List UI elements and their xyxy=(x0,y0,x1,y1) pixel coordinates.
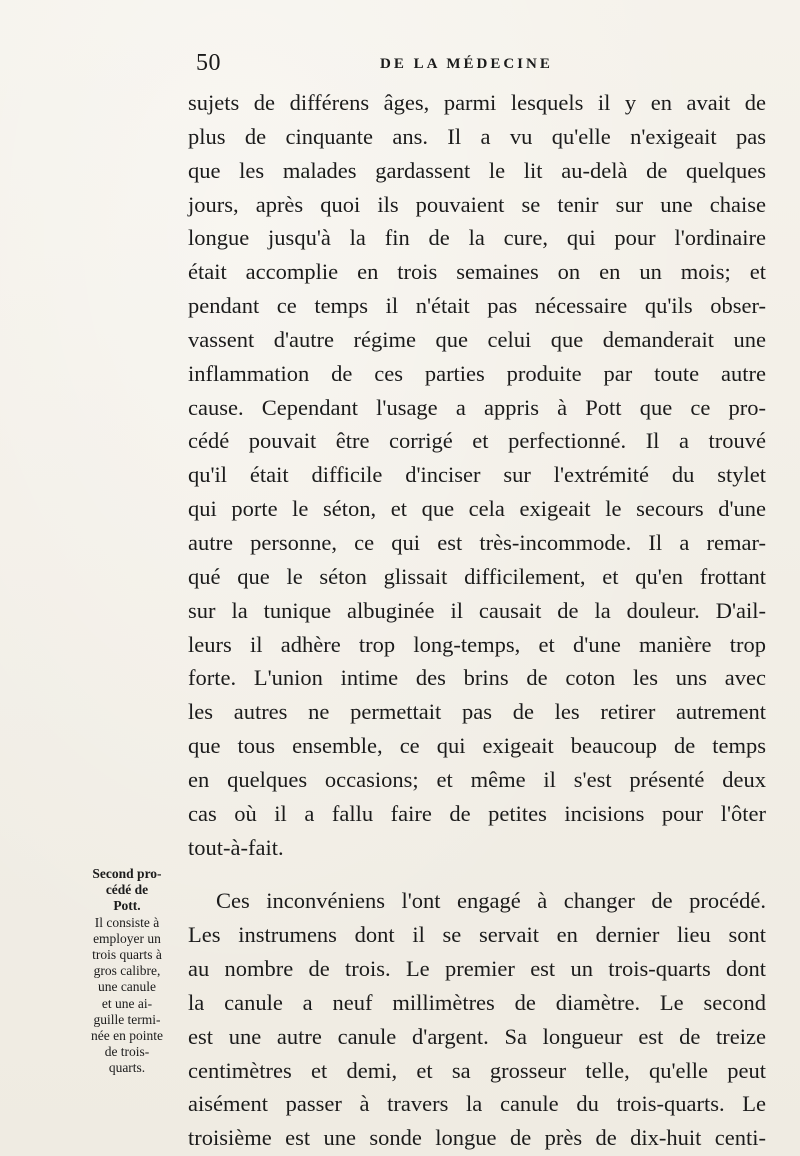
text-line: vassent d'autre régime que celui que demanderait une xyxy=(188,326,766,352)
margin-note-line: de trois- xyxy=(104,1044,150,1060)
text-line: troisième est une sonde longue de près de dix-huit centi- xyxy=(188,1125,766,1151)
page-header xyxy=(0,50,800,82)
text-line: au nombre de trois. Le premier est un trois-quarts dont xyxy=(188,956,766,982)
text-line: les autres ne permettait pas de les retirer autrement xyxy=(188,699,766,725)
text-line: sujets de différens âges, parmi lesquels il y en avait de xyxy=(188,90,766,115)
text-line: pendant ce temps il n'était pas nécessaire qu'ils obser- xyxy=(188,293,766,319)
margin-note-line: guille termi- xyxy=(93,1011,161,1027)
text-line: était accomplie en trois semaines on en un mois; et xyxy=(188,259,766,285)
text-line: cas où il a fallu faire de petites incisions pour l'ôter xyxy=(188,800,766,826)
margin-note-line: gros calibre, xyxy=(93,963,161,979)
margin-note-title: cédé de xyxy=(105,882,149,898)
text-line: sur la tunique albuginée il causait de la douleur. D'ail- xyxy=(188,597,766,623)
text-line: est une autre canule d'argent. Sa longueur est de treize xyxy=(188,1023,766,1049)
text-line: plus de cinquante ans. Il a vu qu'elle n'exigeait pas xyxy=(188,123,766,149)
margin-note-line: une canule xyxy=(97,979,157,995)
text-line: longue jusqu'à la fin de la cure, qui pour l'ordinaire xyxy=(188,225,766,251)
text-line: en quelques occasions; et même il s'est présenté deux xyxy=(188,766,766,792)
text-line: cause. Cependant l'usage a appris à Pott que ce pro- xyxy=(188,394,766,420)
text-line: centimètres et demi, et sa grosseur telle, qu'elle peut xyxy=(188,1057,766,1083)
text-line: qu'il était difficile d'inciser sur l'extrémité du stylet xyxy=(188,462,766,488)
margin-note-line: Il consiste à xyxy=(94,914,160,930)
text-line: aisément passer à travers la canule du trois-quarts. Le xyxy=(188,1091,766,1117)
running-head: DE LA MÉDECINE xyxy=(380,56,553,72)
text-line: autre personne, ce qui est très-incommode. Il a remar- xyxy=(188,529,766,555)
text-line: jours, après quoi ils pouvaient se tenir sur une chaise xyxy=(188,191,766,217)
margin-note-line: trois quarts à xyxy=(92,947,162,963)
margin-note-title: Second pro- xyxy=(92,866,162,881)
margin-note-line: employer un xyxy=(93,930,161,946)
margin-note xyxy=(74,866,180,1077)
margin-note-line: et une ai- xyxy=(101,995,153,1011)
text-line: que les malades gardassent le lit au-delà de quelques xyxy=(188,157,766,183)
text-line: cédé pouvait être corrigé et perfectionné. Il a trouvé xyxy=(188,428,766,454)
text-line: qué que le séton glissait difficilement, et qu'en frottant xyxy=(188,563,766,589)
paragraph-start-line: Ces inconvéniens l'ont engagé à changer de procédé. xyxy=(216,888,766,914)
text-line: que tous ensemble, ce qui exigeait beaucoup de temps xyxy=(188,733,766,759)
text-line: forte. L'union intime des brins de coton les uns avec xyxy=(188,665,766,691)
margin-note-line: née en pointe xyxy=(91,1028,163,1044)
text-line: leurs il adhère trop long-temps, et d'une manière trop xyxy=(188,631,766,657)
paragraph-end-line: tout-à-fait. xyxy=(188,834,284,860)
paragraph-gap xyxy=(188,864,766,884)
text-line: qui porte le séton, et que cela exigeait le secours d'une xyxy=(188,496,766,522)
text-line: Les instrumens dont il se servait en dernier lieu sont xyxy=(188,922,766,948)
text-line: inflammation de ces parties produite par toute autre xyxy=(188,360,766,386)
text-line: la canule a neuf millimètres de diamètre. Le second xyxy=(188,989,766,1015)
margin-note-title: Pott. xyxy=(113,898,141,914)
page-number: 50 xyxy=(196,50,221,76)
margin-note-line: quarts. xyxy=(108,1060,146,1076)
main-text xyxy=(188,86,766,1155)
